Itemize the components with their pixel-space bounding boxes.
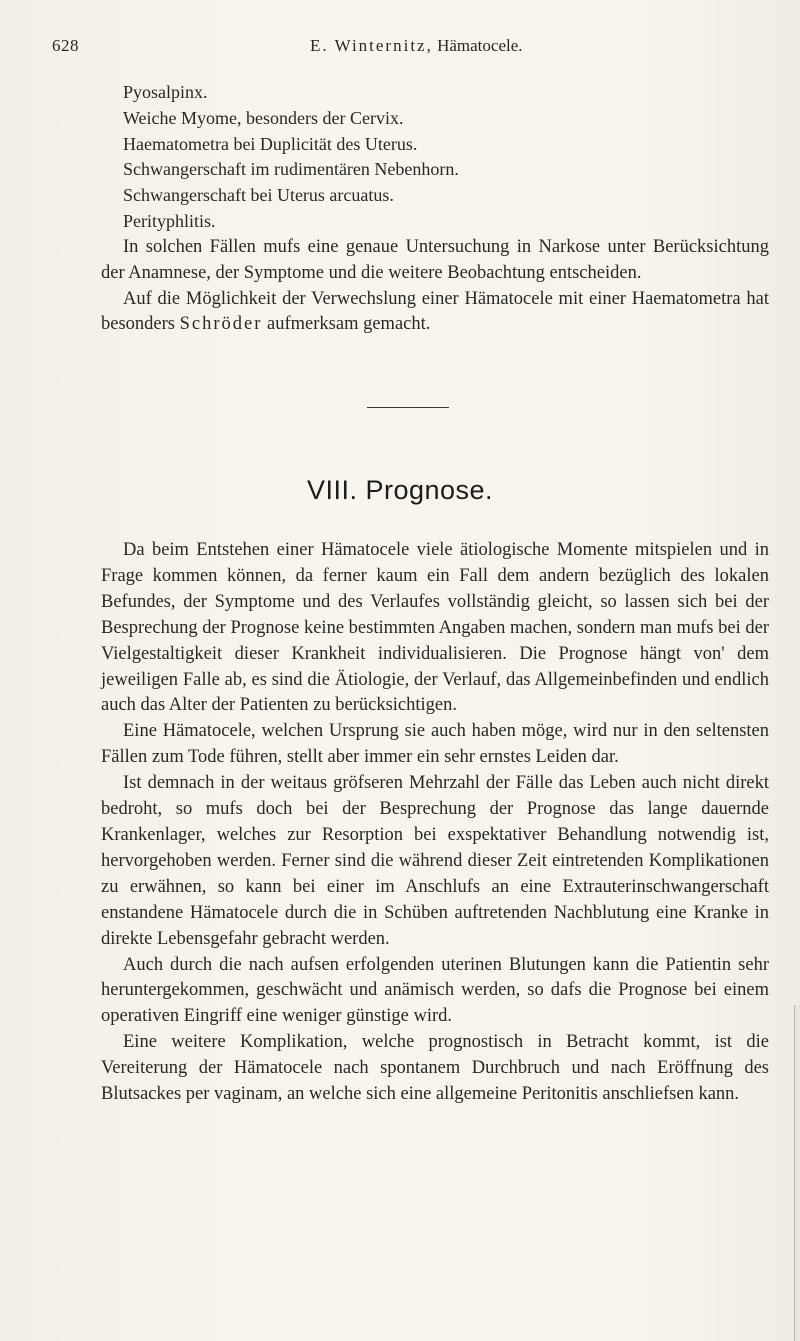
list-item: Haematometra bei Duplicität des Uterus. — [123, 133, 418, 154]
section-heading: VIII. Prognose. — [306, 475, 494, 505]
section-body — [101, 538, 769, 1108]
page-number: 628 — [52, 36, 79, 55]
list-item: Perityphlitis. — [123, 210, 216, 231]
section-divider — [367, 407, 449, 408]
list-item: Schwangerschaft bei Uterus arcuatus. — [123, 185, 394, 206]
paragraph: Eine Hämatocele, welchen Ursprung sie auch haben möge, wird nur in den seltensten Fällen zum Tode führen, stellt aber immer ein sehr ernstes Leiden dar. — [101, 721, 769, 768]
list-item: Weiche Myome, besonders der Cervix. — [123, 107, 404, 128]
running-title — [310, 36, 523, 56]
paragraph: Ist demnach in der weitaus gröfseren Mehrzahl der Fälle das Leben auch nicht direkt bedroht, so mufs doch bei der Besprechung der Prognose das lange dauernde Krankenlager, welches zur Resorption bei exspektativer Behandlung notwendig ist, hervorgehoben werden. Ferner sind die während dieser Zeit eintretenden Komplikationen zu erwähnen, so kann bei einer im Anschlufs an eine Extrauterinschwangerschaft enstandene Hämatocele durch die in Schüben auftretenden Nachblutung eine Kranke in direkte Lebensgefahr gebracht werden. — [101, 773, 769, 949]
page-edge — [794, 1005, 800, 1341]
paragraph: Auch durch die nach aufsen erfolgenden uterinen Blutungen kann die Patientin sehr heruntergekommen, geschwächt und anämisch werden, so dafs die Prognose bei einem operativen Eingriff eine weniger günstige wird. — [101, 954, 769, 1027]
differential-diagnosis-list — [123, 80, 723, 235]
paragraph: In solchen Fällen mufs eine genaue Untersuchung in Narkose unter Berücksichtung der Anamnese, der Symptome und die weitere Beobachtung entscheiden. — [101, 237, 769, 283]
emphasized-name: Schröder — [179, 314, 263, 335]
paragraph: Da beim Entstehen einer Hämatocele viele ätiologische Momente mitspielen und in Frage kommen können, da ferner kaum ein Fall dem andern bezüglich des lokalen Befundes, der Symptome und des Verlaufes vollständig gleicht, so lassen sich bei der Besprechung der Prognose keine bestimmten Angaben machen, sondern man mufs bei der Vielgestaltigkeit dieser Krankheit individualisieren. Die Prognose hängt von' dem jeweiligen Falle ab, es sind die Ätiologie, der Verlauf, das Allgemeinbefinden und endlich auch das Alter der Patienten zu berücksichtigen. — [101, 540, 769, 716]
paragraph: Auf die Möglichkeit der Verwechslung einer Hämatocele mit einer Haematometra hat besonders Schröder aufmerksam gemacht. — [101, 288, 769, 335]
chapter-title: Hämatocele. — [437, 36, 523, 55]
running-header — [52, 36, 612, 60]
list-item: Pyosalpinx. — [123, 82, 208, 102]
list-item: Schwangerschaft im rudimentären Nebenhorn. — [123, 159, 459, 180]
author-name: E. Winternitz, — [310, 36, 433, 55]
paragraph: Eine weitere Komplikation, welche prognostisch in Betracht kommt, ist die Vereiterung der Hämatocele nach spontanem Durchbruch und nach Eröffnung des Blutsackes per vaginam, an welche sich eine allgemeine Peritonitis anschliefsen kann. — [101, 1032, 769, 1105]
top-paragraphs — [101, 235, 769, 338]
